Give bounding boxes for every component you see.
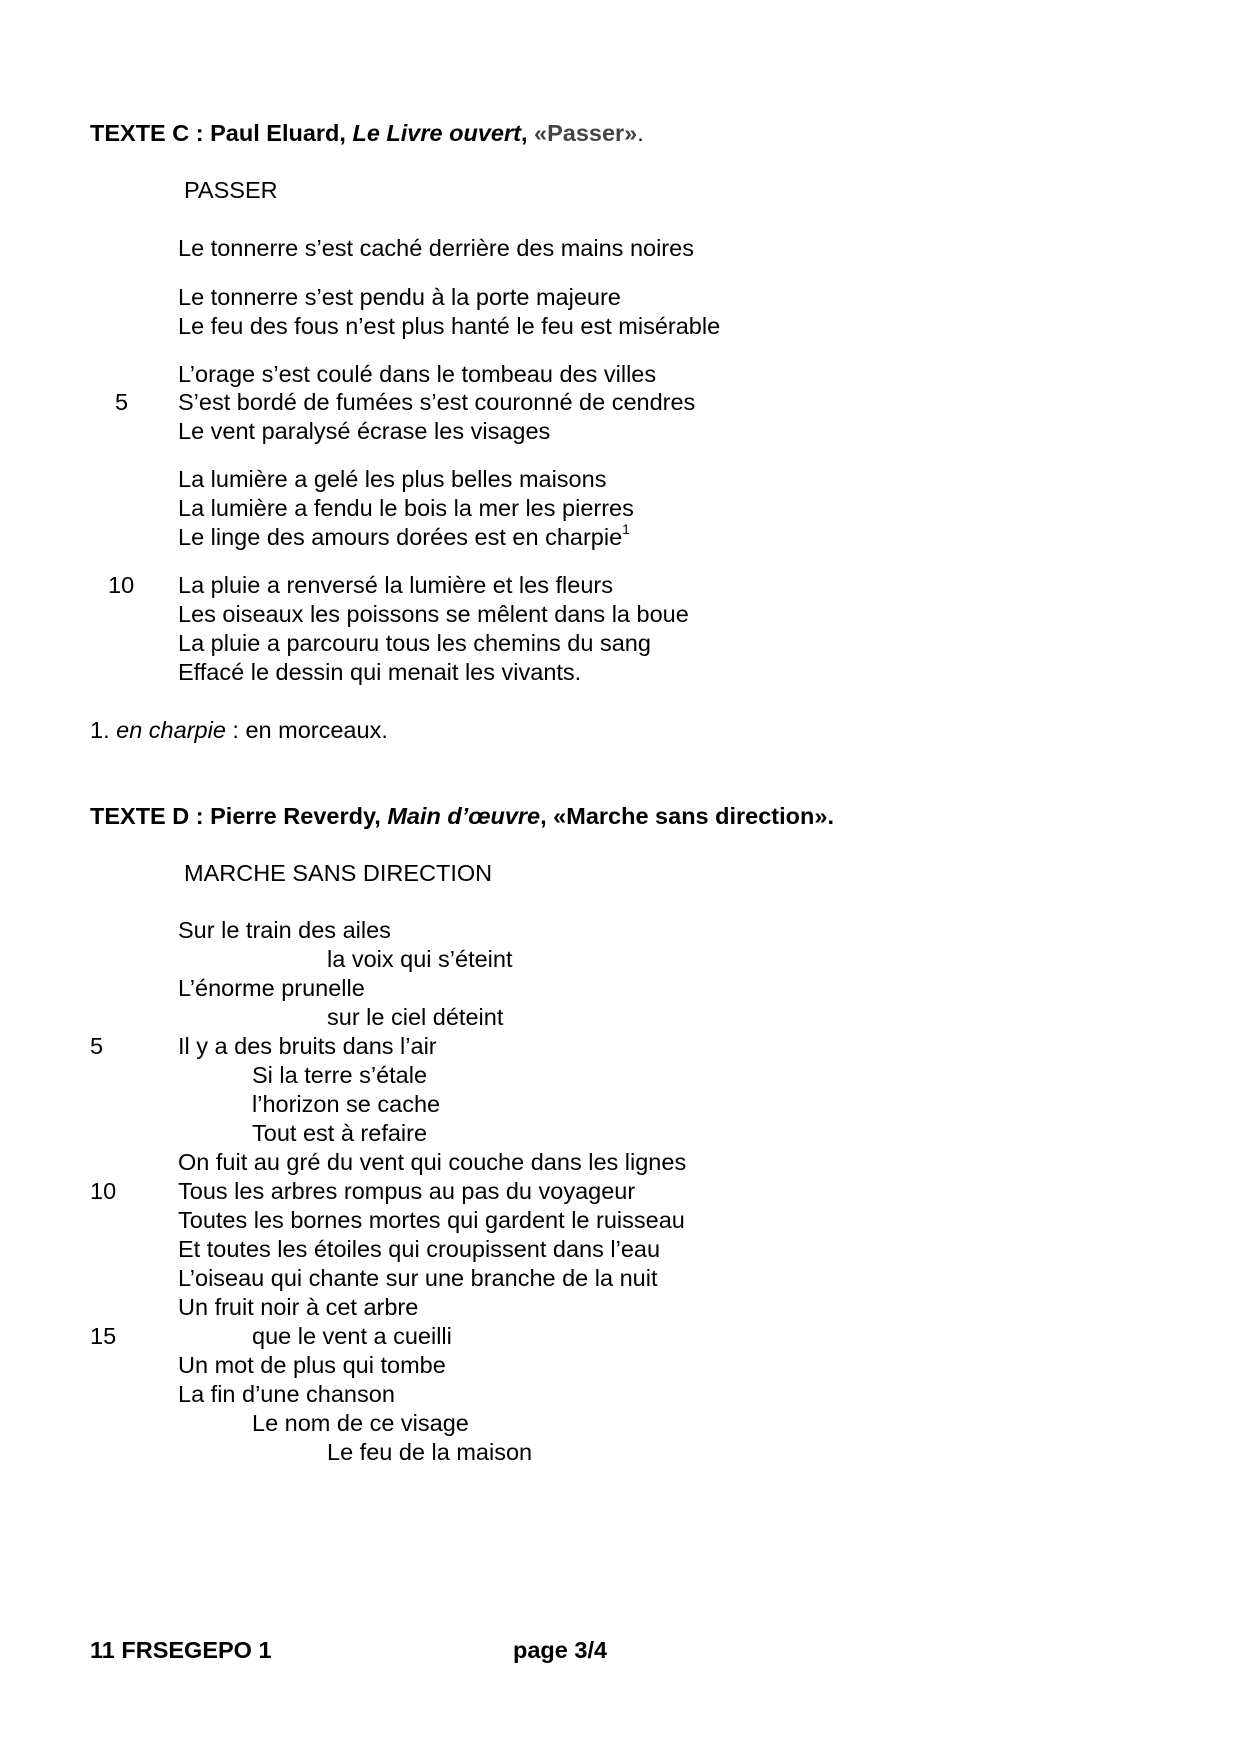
line-number: 5 bbox=[90, 1033, 104, 1059]
poem-line: Le feu des fous n’est plus hanté le feu est misérable bbox=[178, 313, 721, 339]
footnote bbox=[90, 717, 388, 744]
poem-line: La pluie a renversé la lumière et les fleurs bbox=[178, 572, 613, 598]
texte-c-label: TEXTE C : Paul Eluard, bbox=[90, 120, 353, 146]
texte-c-work-title: Le Livre ouvert bbox=[352, 120, 521, 146]
poem-line: La lumière a gelé les plus belles maisons bbox=[178, 466, 607, 492]
poem-line: Les oiseaux les poissons se mêlent dans la boue bbox=[178, 601, 689, 627]
texte-d-label: TEXTE D : Pierre Reverdy, bbox=[90, 803, 388, 829]
texte-d-work-title: Main d’œuvre bbox=[387, 803, 541, 829]
poem-line: Il y a des bruits dans l’air bbox=[178, 1033, 437, 1059]
poem-line: Un mot de plus qui tombe bbox=[178, 1352, 446, 1378]
poem-line: On fuit au gré du vent qui couche dans les lignes bbox=[178, 1149, 687, 1175]
poem-line: Tout est à refaire bbox=[252, 1120, 428, 1146]
texte-c-piece-title: «Passer» bbox=[534, 120, 638, 146]
footnote-definition: : en morceaux. bbox=[225, 717, 388, 743]
footnote-term: en charpie bbox=[116, 717, 226, 743]
poem-line: Toutes les bornes mortes qui gardent le ruisseau bbox=[178, 1207, 685, 1233]
poem-line: Sur le train des ailes bbox=[178, 917, 391, 943]
poem-line: La pluie a parcouru tous les chemins du sang bbox=[178, 630, 651, 656]
poem-line-with-footnote bbox=[178, 521, 630, 550]
poem-line: Le feu de la maison bbox=[327, 1439, 533, 1465]
texte-c-end: . bbox=[637, 120, 644, 146]
poem-title-passer: PASSER bbox=[184, 177, 278, 203]
line-number: 15 bbox=[90, 1323, 117, 1349]
texte-c-heading bbox=[90, 120, 644, 147]
texte-d-heading bbox=[90, 803, 834, 830]
footer-page-number: page 3/4 bbox=[513, 1637, 608, 1663]
poem-title-marche: MARCHE SANS DIRECTION bbox=[184, 860, 493, 886]
poem-line: La fin d’une chanson bbox=[178, 1381, 395, 1407]
line-number: 10 bbox=[108, 572, 135, 598]
poem-line: l’horizon se cache bbox=[252, 1091, 441, 1117]
poem-line: Si la terre s’étale bbox=[252, 1062, 428, 1088]
poem-line: L’énorme prunelle bbox=[178, 975, 365, 1001]
poem-line: Le vent paralysé écrase les visages bbox=[178, 418, 551, 444]
poem-line: la voix qui s’éteint bbox=[327, 946, 513, 972]
poem-line-text: Le linge des amours dorées est en charpie bbox=[178, 524, 623, 550]
poem-line: S’est bordé de fumées s’est couronné de cendres bbox=[178, 389, 696, 415]
poem-line: Le nom de ce visage bbox=[252, 1410, 469, 1436]
footnote-number: 1. bbox=[90, 717, 117, 743]
footer-exam-code: 11 FRSEGEPO 1 bbox=[90, 1637, 272, 1663]
poem-line: Et toutes les étoiles qui croupissent dans l’eau bbox=[178, 1236, 661, 1262]
poem-line: Tous les arbres rompus au pas du voyageur bbox=[178, 1178, 636, 1204]
poem-line: La lumière a fendu le bois la mer les pierres bbox=[178, 495, 634, 521]
poem-line: que le vent a cueilli bbox=[252, 1323, 452, 1349]
texte-c-separator: , bbox=[520, 120, 535, 146]
line-number: 10 bbox=[90, 1178, 117, 1204]
poem-line: sur le ciel déteint bbox=[327, 1004, 504, 1030]
poem-line: L’oiseau qui chante sur une branche de la nuit bbox=[178, 1265, 658, 1291]
poem-line: Le tonnerre s’est pendu à la porte majeure bbox=[178, 284, 621, 310]
line-number: 5 bbox=[115, 389, 129, 415]
poem-line: Le tonnerre s’est caché derrière des mains noires bbox=[178, 235, 694, 261]
poem-line: Effacé le dessin qui menait les vivants. bbox=[178, 659, 582, 685]
texte-d-piece-title: , «Marche sans direction». bbox=[540, 803, 834, 829]
poem-line: Un fruit noir à cet arbre bbox=[178, 1294, 419, 1320]
footnote-marker: 1 bbox=[622, 521, 630, 538]
poem-line: L’orage s’est coulé dans le tombeau des villes bbox=[178, 361, 657, 387]
